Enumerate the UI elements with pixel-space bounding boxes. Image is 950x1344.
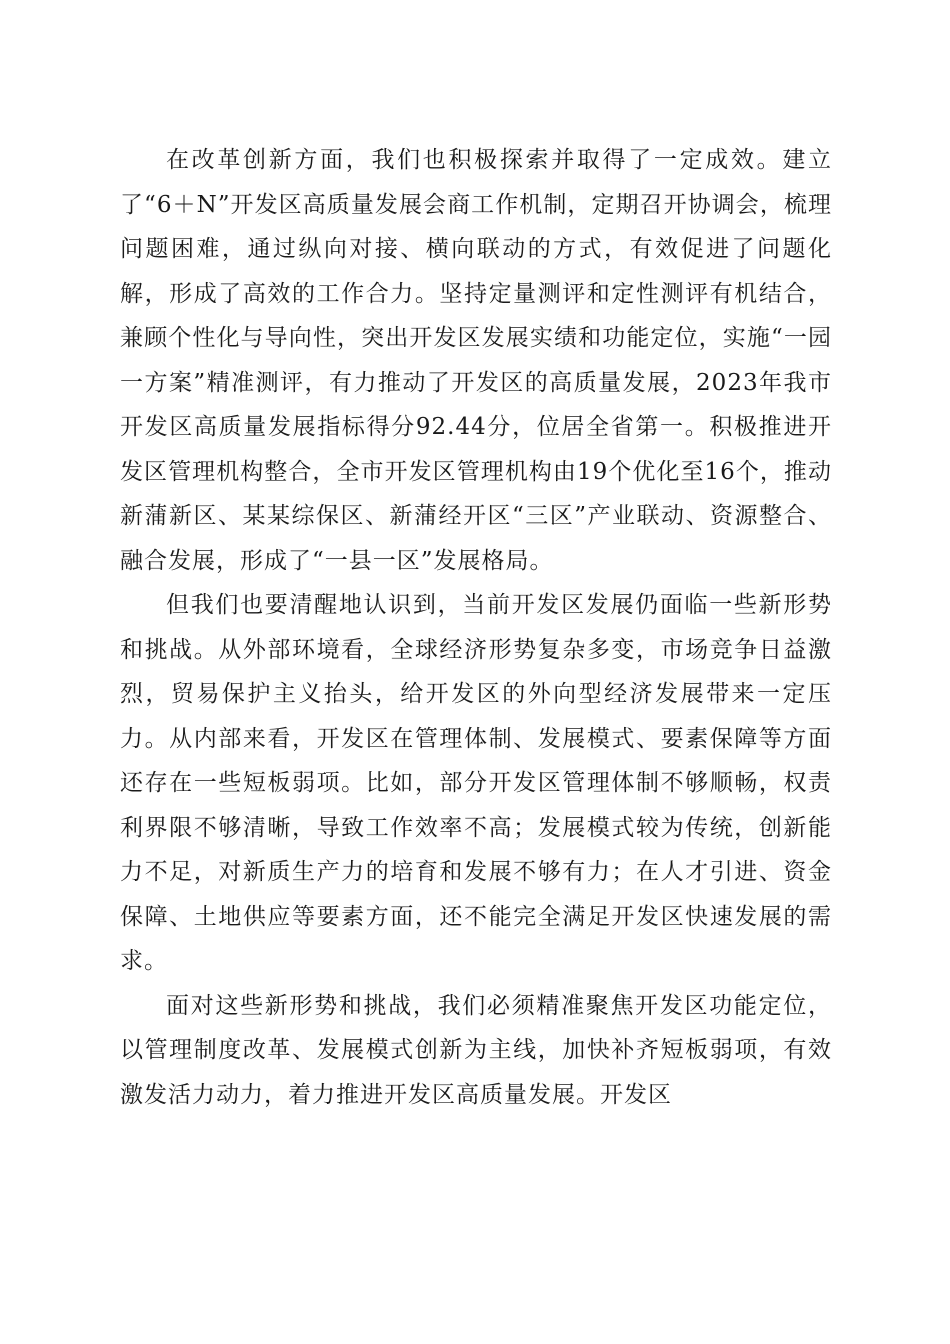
paragraph-response: 面对这些新形势和挑战，我们必须精准聚焦开发区功能定位，以管理制度改革、发展模式创新为主线，加快补齐短板弱项，有效激发活力动力，着力推进开发区高质量发展。开发区 xyxy=(120,992,832,1108)
paragraph-reform-innovation: 在改革创新方面，我们也积极探索并取得了一定成效。建立了“6＋N”开发区高质量发展会商工作机制，定期召开协调会，梳理问题困难，通过纵向对接、横向联动的方式，有效促进了问题化解，形成了高效的工作合力。坚持定量测评和定性测评有机结合，兼顾个性化与导向性，突出开发区发展实绩和功能定位，实施“一园一方案”精准测评，有力推动了开发区的高质量发展，2023年我市开发区高质量发展指标得分92.44分，位居全省第一。积极推进开发区管理机构整合，全市开发区管理机构由19个优化至16个，推动新蒲新区、某某综保区、新蒲经开区“三区”产业联动、资源整合、融合发展，形成了“一县一区”发展格局。 xyxy=(120,147,832,574)
document-page xyxy=(120,138,832,1117)
paragraph-challenges: 但我们也要清醒地认识到，当前开发区发展仍面临一些新形势和挑战。从外部环境看，全球经济形势复杂多变，市场竞争日益激烈，贸易保护主义抬头，给开发区的外向型经济发展带来一定压力。从内部来看，开发区在管理体制、发展模式、要素保障等方面还存在一些短板弱项。比如，部分开发区管理体制不够顺畅，权责利界限不够清晰，导致工作效率不高；发展模式较为传统，创新能力不足，对新质生产力的培育和发展不够有力；在人才引进、资金保障、土地供应等要素方面，还不能完全满足开发区快速发展的需求。 xyxy=(120,592,832,974)
